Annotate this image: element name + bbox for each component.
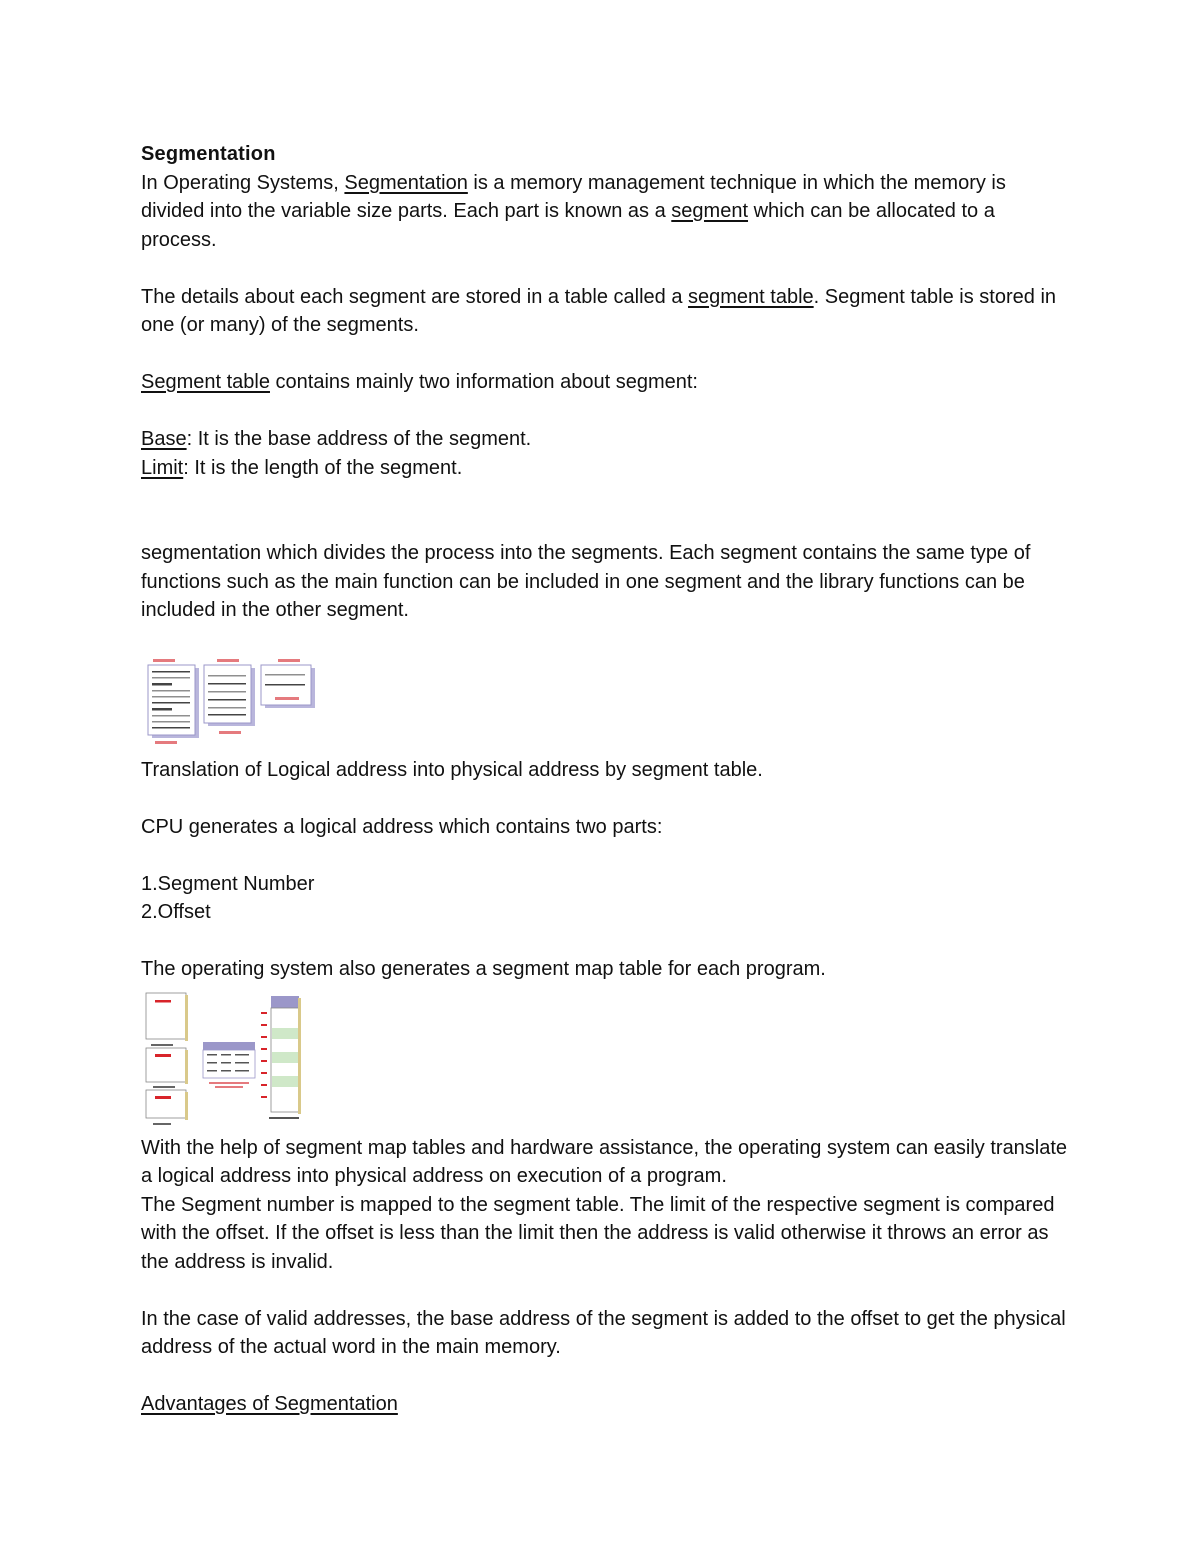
segment-table-link[interactable]: segment table xyxy=(688,285,814,308)
spacer xyxy=(141,927,1071,956)
document-title: Segmentation xyxy=(141,143,276,165)
segment-table-link-2[interactable]: Segment table xyxy=(141,371,270,393)
translation-line: Translation of Logical address into physical address by segment table. xyxy=(141,758,763,781)
contains-post: contains mainly two information about segment: xyxy=(269,371,698,393)
intro-mid: is a memory management technique in which the memory is divided into the variable size parts. Each part is known as a xyxy=(141,171,1006,222)
advantages-heading[interactable]: Advantages of Segmentation xyxy=(141,1393,398,1415)
spacer xyxy=(141,1276,1071,1305)
list-item-offset: 2.Offset xyxy=(141,901,211,923)
segments-figure xyxy=(141,657,321,752)
limit-line xyxy=(141,454,1071,483)
intro-post: which can be allocated to a process. xyxy=(141,200,995,251)
segment-link[interactable]: segment xyxy=(671,200,749,222)
segment-1-sheet xyxy=(148,659,199,744)
segmentation-link[interactable]: Segmentation xyxy=(344,171,468,194)
spacer xyxy=(141,841,1071,870)
base-text: : It is the base address of the segment. xyxy=(186,428,532,450)
intro-pre: In Operating Systems, xyxy=(141,171,345,194)
limit-text: : It is the length of the segment. xyxy=(183,456,463,479)
cpu-line: CPU generates a logical address which contains two parts: xyxy=(141,815,663,838)
list-item-segment-number: 1.Segment Number xyxy=(141,872,315,895)
base-link[interactable]: Base xyxy=(141,428,187,450)
logical-segments xyxy=(146,993,188,1125)
physical-memory xyxy=(261,996,301,1119)
valid-paragraph: In the case of valid addresses, the base address of the segment is added to the offset to get the physical address of the actual word in the main memory. xyxy=(141,1307,1066,1358)
spacer xyxy=(141,1362,1071,1391)
spacer xyxy=(141,340,1071,369)
segment-number-paragraph: The Segment number is mapped to the segment table. The limit of the respective segment is compared with the offset. If the offset is less than the limit then the address is valid otherwise it throws an error as the address is invalid. xyxy=(141,1193,1055,1273)
spacer xyxy=(141,254,1071,283)
divides-paragraph: segmentation which divides the process into the segments. Each segment contains the same type of functions such as the main function can be included in one segment and the library functions can be included in the other segment. xyxy=(141,542,1031,621)
segment-3-sheet xyxy=(261,659,315,708)
help-paragraph: With the help of segment map tables and hardware assistance, the operating system can easily translate a logical address into physical address on execution of a program. xyxy=(141,1136,1068,1187)
segment-map-table xyxy=(203,1042,255,1088)
contains-paragraph xyxy=(141,368,1071,397)
details-post: . Segment table is stored in one (or many) of the segments. xyxy=(141,285,1057,336)
details-paragraph xyxy=(141,283,1071,340)
spacer xyxy=(141,482,1071,539)
limit-link[interactable]: Limit xyxy=(141,456,184,479)
segment-2-sheet xyxy=(204,659,255,734)
base-line xyxy=(141,425,1071,454)
spacer xyxy=(141,784,1071,813)
intro-paragraph xyxy=(141,169,1071,255)
spacer xyxy=(141,397,1071,426)
segment-map-figure xyxy=(141,990,316,1130)
map-table-line: The operating system also generates a segment map table for each program. xyxy=(141,958,826,980)
document-page xyxy=(141,140,1071,1419)
details-pre: The details about each segment are stored in a table called a xyxy=(141,285,689,308)
